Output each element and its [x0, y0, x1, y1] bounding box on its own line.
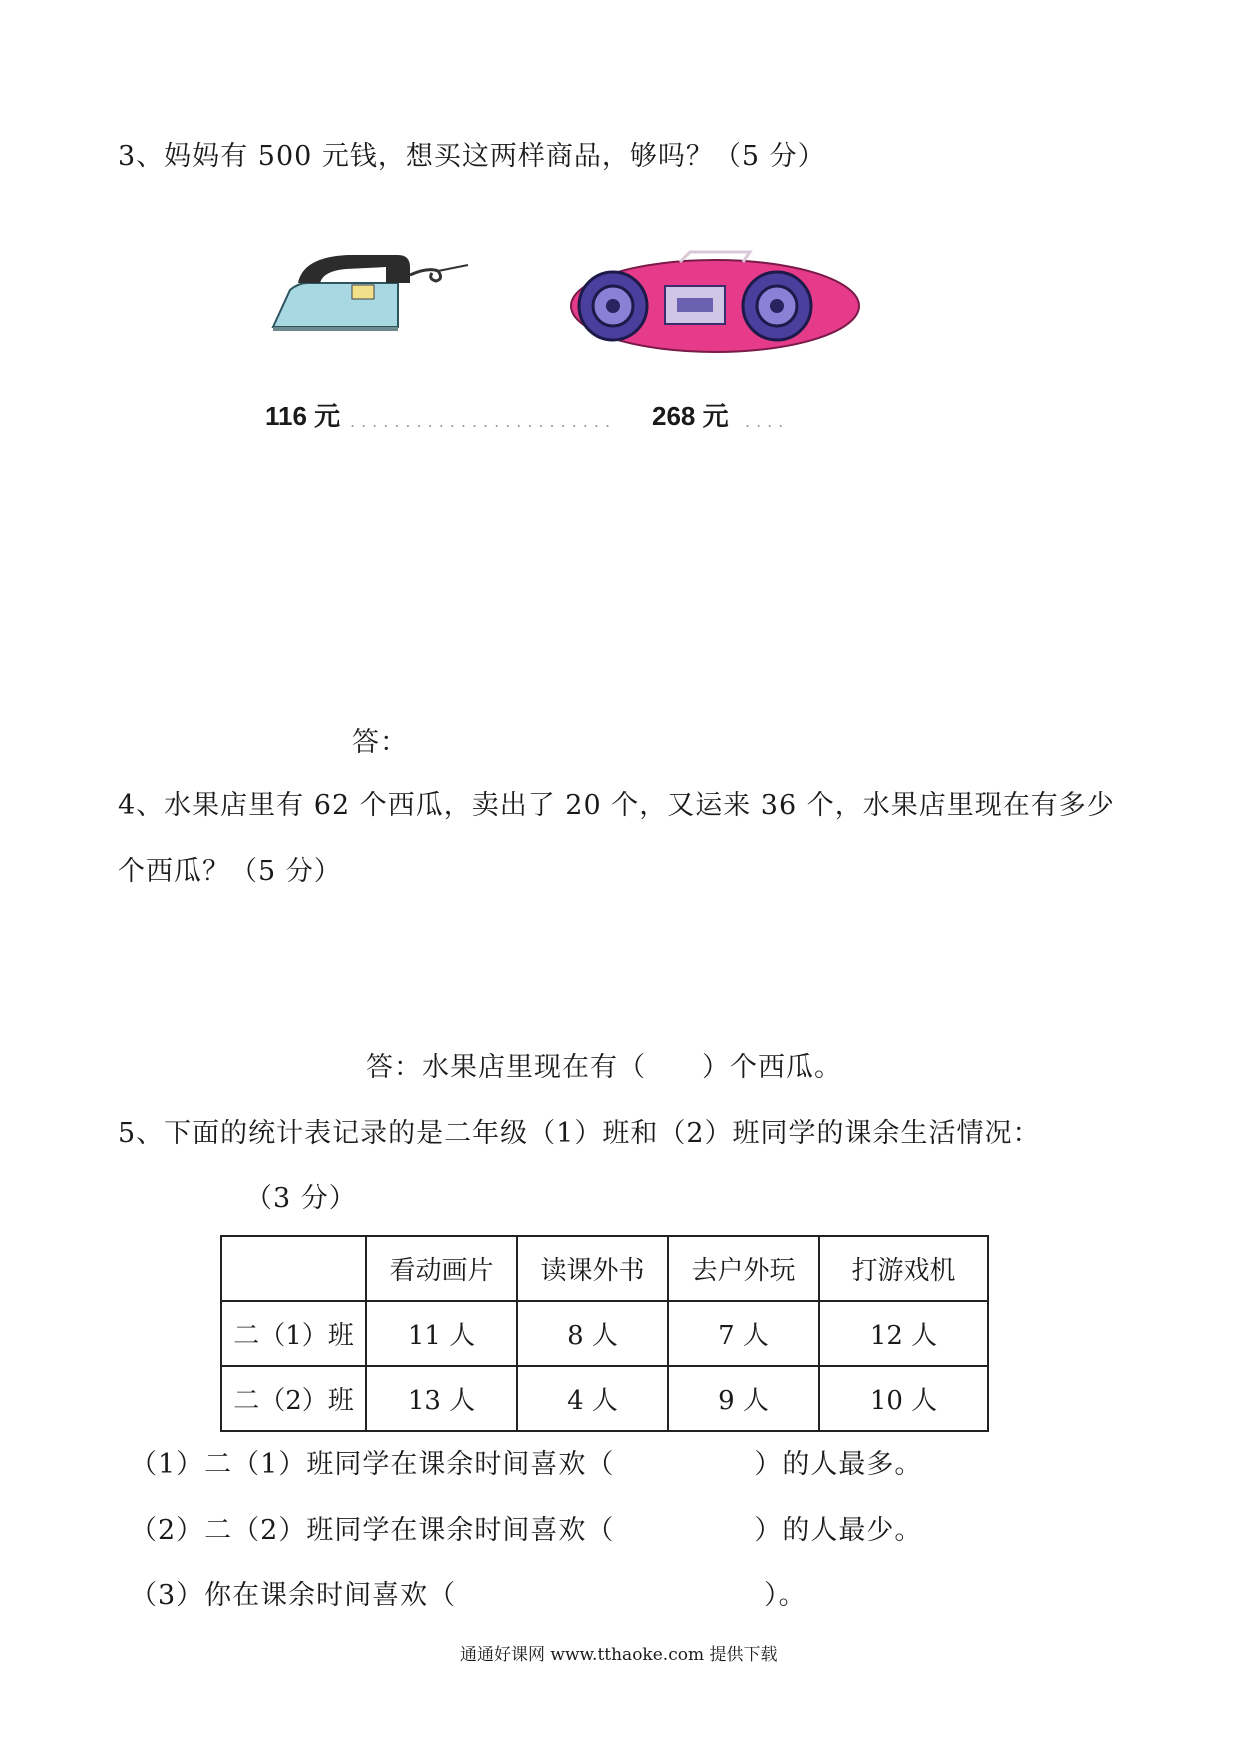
- radio-cassette-icon: [565, 248, 865, 358]
- q5-sub2: （2）二（2）班同学在课余时间喜欢（ ）的人最少。: [130, 1515, 923, 1546]
- q3-answer-label: 答：: [352, 727, 408, 758]
- table-header-cell: 读课外书: [517, 1236, 668, 1301]
- q5-score: （3 分）: [245, 1183, 357, 1214]
- price-dotted-leader: ........................: [350, 412, 617, 431]
- stats-table: [220, 1235, 989, 1432]
- q4-answer: 答：水果店里现在有（ ）个西瓜。: [366, 1052, 842, 1083]
- q4-text-line1: 4、水果店里有 62 个西瓜，卖出了 20 个，又运来 36 个，水果店里现在有多少: [118, 790, 1115, 821]
- table-header-row: [221, 1236, 988, 1301]
- table-cell: 8 人: [517, 1301, 668, 1366]
- table-header-cell: 看动画片: [366, 1236, 517, 1301]
- q3-text: 3、妈妈有 500 元钱，想买这两样商品，够吗？（5 分）: [118, 141, 826, 172]
- iron-icon: [268, 245, 488, 335]
- table-cell: 4 人: [517, 1366, 668, 1431]
- table-cell: 7 人: [668, 1301, 819, 1366]
- table-cell: 二（2）班: [221, 1366, 366, 1431]
- q4-text-line2: 个西瓜？（5 分）: [118, 856, 342, 887]
- table-cell: 13 人: [366, 1366, 517, 1431]
- table-cell: 10 人: [819, 1366, 988, 1431]
- table-header-cell: 去户外玩: [668, 1236, 819, 1301]
- item1-price: 116 元: [265, 401, 341, 431]
- table-row: [221, 1366, 988, 1431]
- price-dotted-leader-end: ....: [745, 412, 790, 431]
- q5-sub3: （3）你在课余时间喜欢（ ）。: [130, 1580, 807, 1611]
- table-cell: 11 人: [366, 1301, 517, 1366]
- table-cell: 12 人: [819, 1301, 988, 1366]
- q5-text: 5、下面的统计表记录的是二年级（1）班和（2）班同学的课余生活情况：: [118, 1118, 1041, 1149]
- item2-price: 268 元: [652, 401, 729, 431]
- q5-sub1: （1）二（1）班同学在课余时间喜欢（ ）的人最多。: [130, 1449, 923, 1480]
- table-cell: 9 人: [668, 1366, 819, 1431]
- table-cell: 二（1）班: [221, 1301, 366, 1366]
- table-header-cell: [221, 1236, 366, 1301]
- table-header-cell: 打游戏机: [819, 1236, 988, 1301]
- page-footer: 通通好课网 www.tthaoke.com 提供下载: [460, 1645, 778, 1665]
- table-row: [221, 1301, 988, 1366]
